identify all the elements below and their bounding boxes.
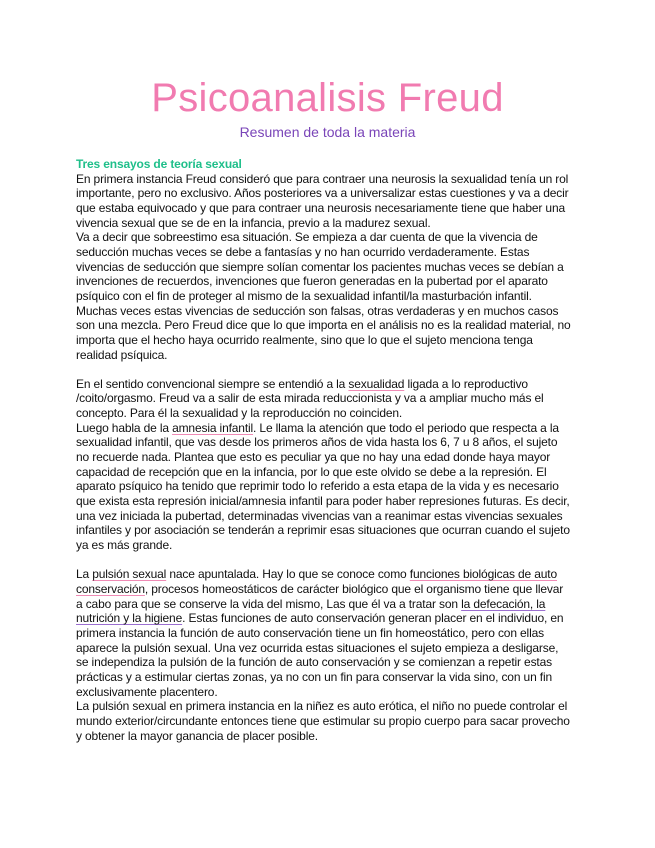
paragraphs — [76, 172, 596, 744]
text-line — [76, 714, 596, 729]
text-line — [76, 685, 596, 700]
text-line — [76, 289, 596, 304]
text-line — [76, 201, 596, 216]
text-segment: vivencias de seducción que siempre solían comentar los pacientes muchas veces se debían a — [76, 259, 564, 274]
text-line — [76, 479, 596, 494]
text-segment: a cabo para que se conserve la vida del mismo, Las que él va a tratar son — [76, 596, 462, 611]
paragraph — [76, 699, 596, 743]
text-segment: prácticas y a estimular ciertas zonas, ya no con un fin para conservar la vida sino, con un fin — [76, 669, 552, 684]
text-segment: ligada a lo reproductivo — [404, 376, 528, 391]
document-title: Psicoanalisis Freud — [151, 76, 504, 120]
text-segment: seducción muchas veces se debe a fantasías y no han ocurrido verdaderamente. Estas — [76, 244, 530, 259]
text-segment: psíquico con el fin de proteger al mismo de la sexualidad infantil/la masturbación infantil. — [76, 288, 532, 303]
underlined-term: funciones biológicas de auto — [409, 567, 558, 582]
text-segment: Muchas veces estas vivencias de seducción son falsas, otras verdaderas y en muchos casos — [76, 303, 559, 318]
text-line — [76, 538, 596, 553]
underlined-term: sexualidad — [348, 376, 405, 391]
text-segment: En el sentido convencional siempre se entendió a la — [76, 376, 349, 391]
text-line — [76, 348, 596, 363]
text-segment: exclusivamente placentero. — [76, 684, 218, 699]
text-segment: . Le llama la atención que todo el periodo que respecta a la — [253, 420, 559, 435]
text-line — [76, 494, 596, 509]
text-segment: vivencia sexual que se de en la infancia, previo a la madurez sexual. — [76, 215, 431, 230]
text-line — [76, 245, 596, 260]
underlined-term: la defecación, la — [461, 596, 546, 611]
text-line — [76, 230, 596, 245]
text-line — [76, 626, 596, 641]
text-line — [76, 421, 596, 436]
text-line — [76, 406, 596, 421]
section-heading: Tres ensayos de teoría sexual — [76, 157, 242, 171]
text-line — [76, 670, 596, 685]
text-line — [76, 567, 596, 582]
text-segment: infantiles y por asociación se tenderán a reprimir esas situaciones que ocurran cuando el sujeto — [76, 523, 570, 538]
text-line — [76, 450, 596, 465]
text-segment: importante, pero no exclusivo. Años posteriores va a universalizar estas cuestiones y va a decir — [76, 186, 569, 201]
text-segment: /coito/orgasmo. Freud va a salir de esta mirada reduccionista y va a ampliar mucho más el — [76, 391, 544, 406]
text-segment: son una mezcla. Pero Freud dice que lo que importa en el análisis no es la realidad material, no — [76, 318, 571, 333]
text-segment: En primera instancia Freud consideró que para contraer una neurosis la sexualidad tenía un rol — [76, 171, 569, 186]
text-segment: realidad psíquica. — [76, 347, 168, 362]
underlined-term: pulsión sexual — [92, 567, 167, 582]
text-line — [76, 611, 596, 626]
text-segment: que exista esta represión inicial/amnesia infantil para poder haber represiones futuras. Es decir, — [76, 494, 570, 509]
text-line — [76, 186, 596, 201]
text-segment: ya es más grande. — [76, 538, 173, 553]
paragraph — [76, 421, 596, 553]
text-line — [76, 274, 596, 289]
text-segment: mundo exterior/circundante entonces tiene que estimular su propio cuerpo para sacar provecho — [76, 713, 570, 728]
text-line — [76, 641, 596, 656]
document-body — [76, 157, 596, 743]
paragraph — [76, 172, 596, 231]
text-segment: La pulsión sexual en primera instancia en la niñez es auto erótica, el niño no puede controlar el — [76, 699, 568, 714]
text-segment: nace apuntalada. Hay lo que se conoce como — [166, 567, 410, 582]
paragraph — [76, 567, 596, 699]
text-segment: no recuerde nada. Plantea que esto es peculiar ya que no hay una edad donde haya mayor — [76, 450, 551, 465]
text-line — [76, 333, 596, 348]
text-line — [76, 260, 596, 275]
text-line — [76, 699, 596, 714]
text-segment: . Estas funciones de auto conservación generan placer en el individuo, en — [182, 611, 564, 626]
text-segment: una vez iniciada la pubertad, determinadas vivencias van a reanimar estas vivencias sexuales — [76, 508, 563, 523]
text-segment: sexualidad infantil, que vas desde los primeros años de vida hasta los 6, 7 u 8 años, el sujeto — [76, 435, 558, 450]
text-line — [76, 597, 596, 612]
text-line — [76, 465, 596, 480]
text-line — [76, 216, 596, 231]
text-segment: aparece la pulsión sexual. Una vez ocurrida estas situaciones el sujeto empieza a desligarse, — [76, 640, 559, 655]
text-line — [76, 304, 596, 319]
text-segment: invenciones de recuerdos, invenciones que fueron generadas en la pubertad por el aparato — [76, 274, 548, 289]
paragraph-spacer — [76, 362, 596, 377]
text-segment: importa que el hecho haya ocurrido realmente, sino que lo que el sujeto menciona tenga — [76, 332, 533, 347]
text-segment: concepto. Para él la sexualidad y la reproducción no coinciden. — [76, 406, 403, 421]
text-line — [76, 435, 596, 450]
text-line — [76, 509, 596, 524]
underlined-term: amnesia infantil — [172, 420, 254, 435]
document-subtitle: Resumen de toda la materia — [239, 124, 416, 140]
text-segment: La — [76, 567, 93, 582]
text-line — [76, 318, 596, 333]
text-segment: aparato psíquico ha tenido que reprimir todo lo referido a esta etapa de la vida y es necesario — [76, 479, 559, 494]
text-segment: que estaba equivocado y que para contraer una neurosis necesariamente tiene que haber una — [76, 200, 566, 215]
text-segment: primera instancia la función de auto conservación tiene un fin homeostático, pero con ellas — [76, 625, 544, 640]
text-segment: capacidad de recepción que en la infancia, por lo que este olvido se debe a la represión. El — [76, 464, 547, 479]
text-segment: y obtener la mayor ganancia de placer posible. — [76, 728, 318, 743]
text-line — [76, 391, 596, 406]
text-segment: Va a decir que sobreestimo esa situación. Se empieza a dar cuenta de que la vivencia de — [76, 230, 538, 245]
paragraph-spacer — [76, 553, 596, 568]
text-line — [76, 523, 596, 538]
text-segment: , procesos homeostáticos de carácter biológico que el organismo tiene que llevar — [144, 582, 564, 596]
text-segment: Luego habla de la — [76, 420, 173, 435]
text-segment: se independiza la pulsión de la función de auto conservación y se comienzan a repetir estas — [76, 655, 552, 670]
paragraph — [76, 230, 596, 362]
underlined-term: conservación — [76, 582, 145, 596]
paragraph — [76, 377, 596, 421]
text-line — [76, 729, 596, 744]
text-line — [76, 172, 596, 187]
text-line — [76, 655, 596, 670]
underlined-term: nutrición y la higiene — [76, 611, 183, 626]
text-line — [76, 582, 596, 597]
text-line — [76, 377, 596, 392]
